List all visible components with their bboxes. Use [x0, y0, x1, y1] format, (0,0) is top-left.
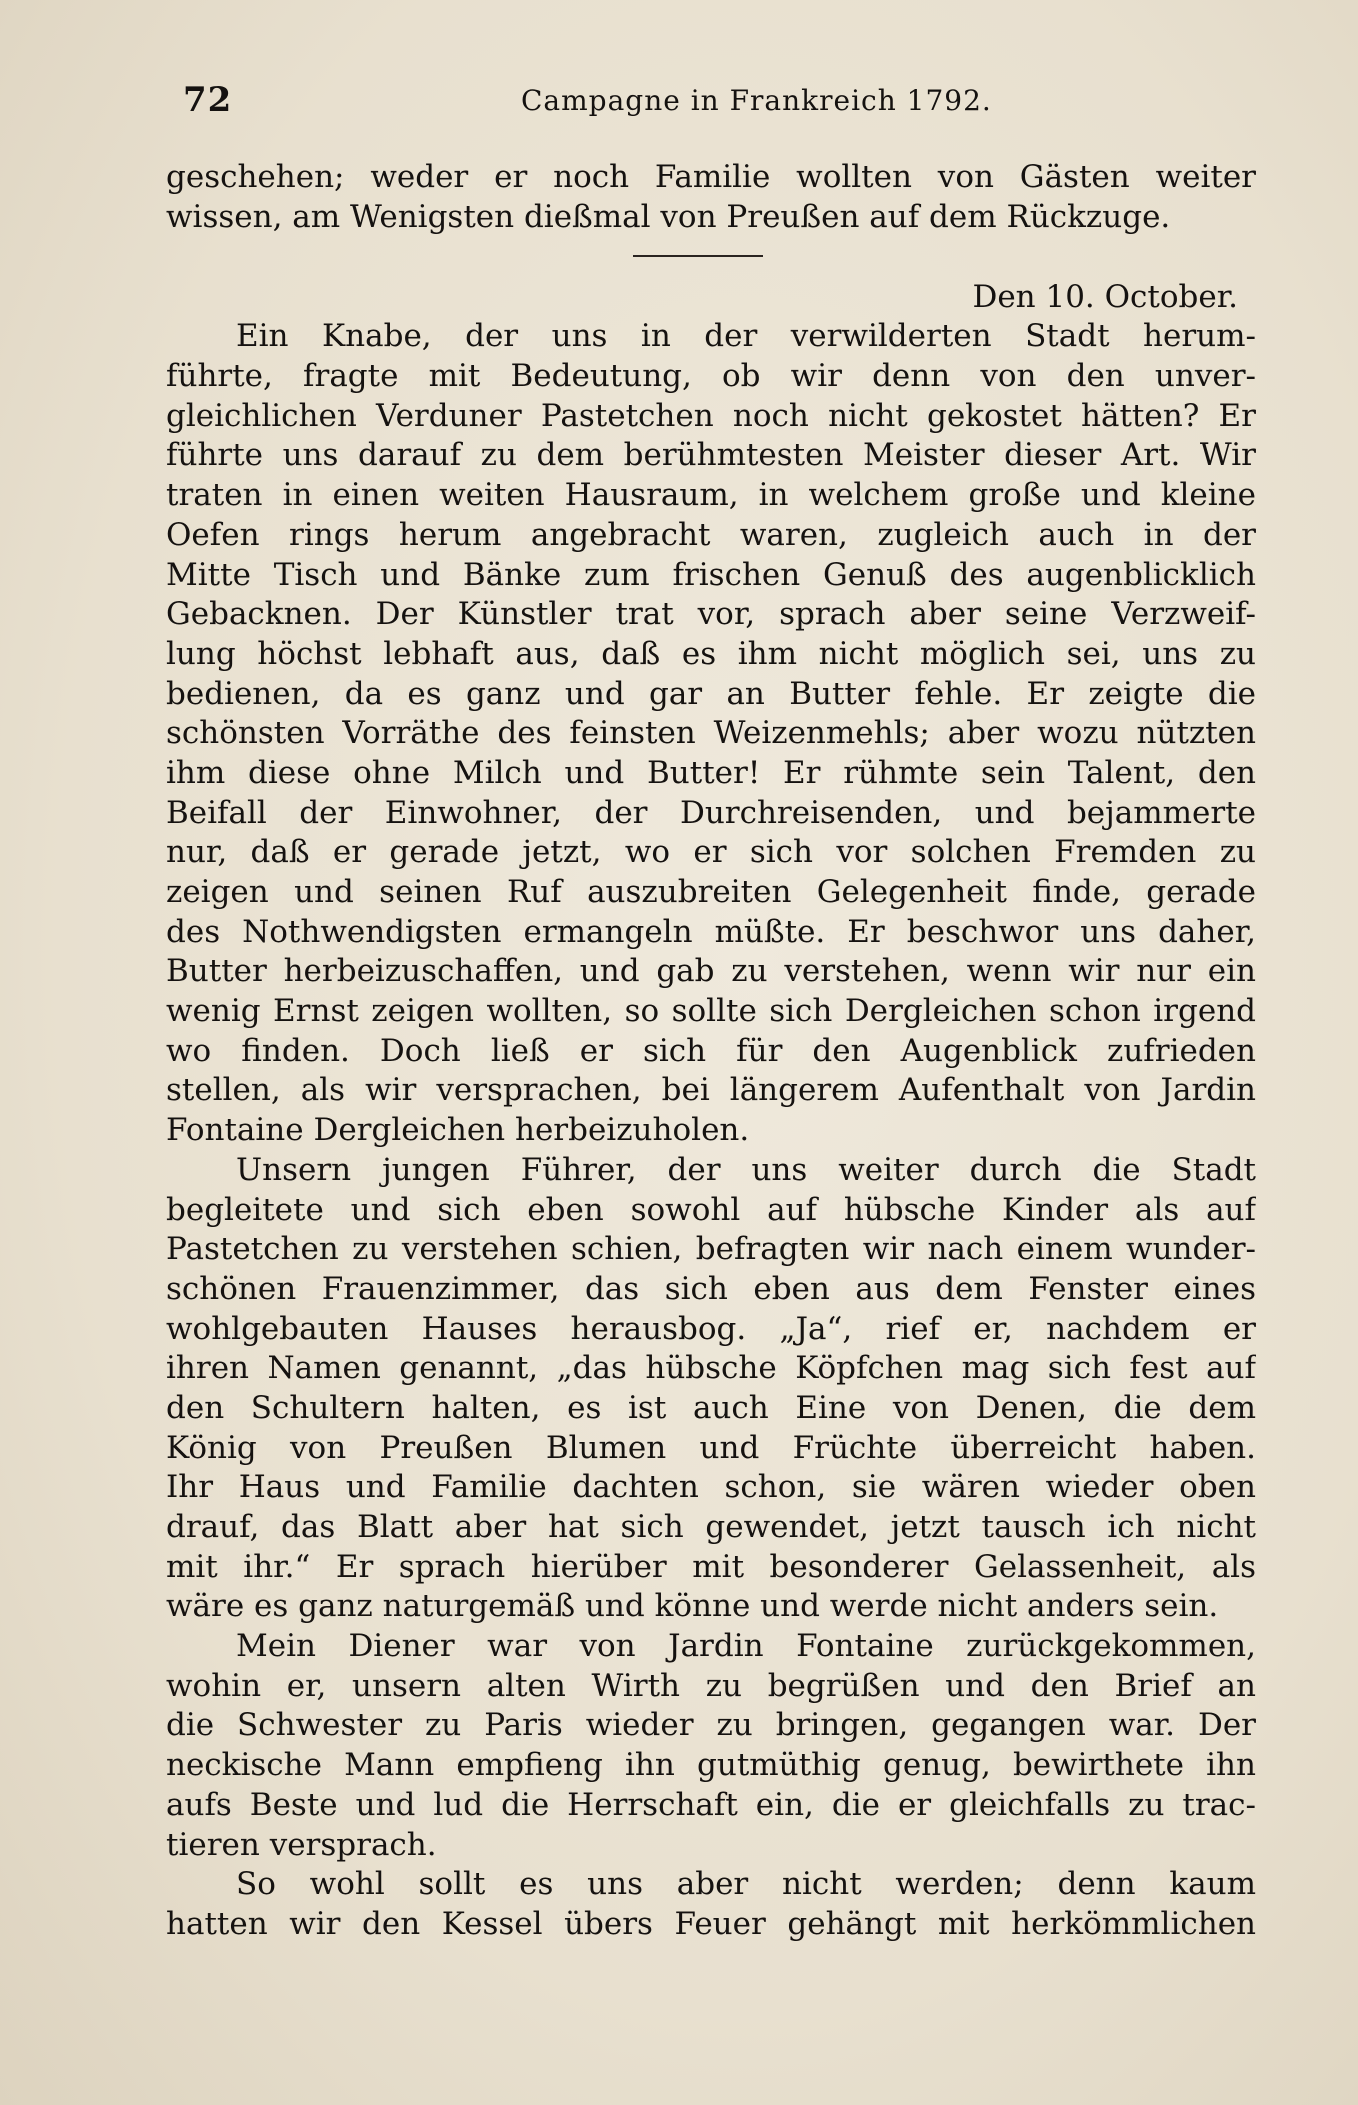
text-line: wenig Ernst zeigen wollten, so sollte sich Dergleichen schon irgend [166, 993, 1256, 1030]
text-line: führte uns darauf zu dem berühmtesten Meister dieser Art. Wir [166, 437, 1256, 474]
text-line: traten in einen weiten Hausraum, in welchem große und kleine [166, 477, 1256, 514]
text-line: Pastetchen zu verstehen schien, befragten wir nach einem wunder- [166, 1231, 1256, 1268]
text-line: wohin er, unsern alten Wirth zu begrüßen und den Brief an [166, 1667, 1256, 1704]
page-number: 72 [183, 80, 233, 120]
paragraph-first-line: So wohl sollt es uns aber nicht werden; denn kaum [236, 1866, 1256, 1903]
text-line: wäre es ganz naturgemäß und könne und werde nicht anders sein. [166, 1588, 1219, 1625]
text-line: Beifall der Einwohner, der Durchreisenden, und bejammerte [166, 794, 1256, 831]
text-line: den Schultern halten, es ist auch Eine von Denen, die dem [166, 1389, 1256, 1426]
text-line: tieren versprach. [166, 1826, 437, 1863]
text-line: die Schwester zu Paris wieder zu bringen, gegangen war. Der [166, 1707, 1256, 1744]
text-line: führte, fragte mit Bedeutung, ob wir denn von den unver- [166, 358, 1256, 395]
text-line: König von Preußen Blumen und Früchte überreicht haben. [166, 1429, 1256, 1466]
text-line: Gebacknen. Der Künstler trat vor, sprach aber seine Verzweif- [166, 596, 1256, 633]
paragraph-first-line: Unsern jungen Führer, der uns weiter durch die Stadt [236, 1151, 1256, 1188]
paragraph-first-line: Ein Knabe, der uns in der verwilderten Stadt herum- [236, 318, 1256, 355]
text-line: stellen, als wir versprachen, bei längerem Aufenthalt von Jardin [166, 1072, 1256, 1109]
text-line: ihm diese ohne Milch und Butter! Er rühmte sein Talent, den [166, 754, 1256, 791]
text-line: begleitete und sich eben sowohl auf hübsche Kinder als auf [166, 1191, 1256, 1228]
text-line: bedienen, da es ganz und gar an Butter fehle. Er zeigte die [166, 675, 1256, 712]
text-line: Ihr Haus und Familie dachten schon, sie wären wieder oben [166, 1469, 1256, 1506]
text-line: Mitte Tisch und Bänke zum frischen Genuß des augenblicklich [166, 556, 1256, 593]
text-line: Oefen rings herum angebracht waren, zugleich auch in der [166, 516, 1256, 553]
text-line: wohlgebauten Hauses herausbog. „Ja“, rief er, nachdem er [166, 1310, 1256, 1347]
text-line: neckische Mann empfieng ihn gutmüthig genug, bewirthete ihn [166, 1747, 1256, 1784]
text-line: schönsten Vorräthe des feinsten Weizenmehls; aber wozu nützten [166, 715, 1256, 752]
text-line: wissen, am Wenigsten dießmal von Preußen auf dem Rückzuge. [166, 198, 1171, 235]
text-line: ihren Namen genannt, „das hübsche Köpfchen mag sich fest auf [166, 1350, 1256, 1387]
text-line: Butter herbeizuschaffen, und gab zu verstehen, wenn wir nur ein [166, 953, 1256, 990]
text-line: lung höchst lebhaft aus, daß es ihm nicht möglich sei, uns zu [166, 635, 1256, 672]
text-line: zeigen und seinen Ruf auszubreiten Gelegenheit finde, gerade [166, 874, 1256, 910]
text-line: aufs Beste und lud die Herrschaft ein, die er gleichfalls zu trac- [166, 1786, 1256, 1823]
text-line: Fontaine Dergleichen herbeizuholen. [166, 1112, 750, 1149]
text-line: gleichlichen Verduner Pastetchen noch nicht gekostet hätten? Er [166, 397, 1256, 434]
divider-rule [633, 255, 763, 257]
text-line: hatten wir den Kessel übers Feuer gehängt mit herkömmlichen [166, 1905, 1256, 1942]
section-date: Den 10. October. [972, 279, 1238, 316]
section-divider [166, 237, 1256, 277]
text-line: mit ihr.“ Er sprach hierüber mit besonderer Gelassenheit, als [166, 1548, 1256, 1585]
text-line: drauf, das Blatt aber hat sich gewendet, jetzt tausch ich nicht [166, 1509, 1256, 1545]
body-text [166, 158, 1256, 1945]
text-line: wo finden. Doch ließ er sich für den Augenblick zufrieden [166, 1032, 1256, 1069]
page-header [183, 80, 1263, 128]
text-line: nur, daß er gerade jetzt, wo er sich vor solchen Fremden zu [166, 834, 1256, 871]
running-title: Campagne in Frankreich 1792. [521, 84, 992, 117]
text-line: schönen Frauenzimmer, das sich eben aus dem Fenster eines [166, 1270, 1256, 1307]
text-line: geschehen; weder er noch Familie wollten von Gästen weiter [166, 159, 1256, 195]
text-line: des Nothwendigsten ermangeln müßte. Er beschwor uns daher, [166, 913, 1256, 950]
paragraph-first-line: Mein Diener war von Jardin Fontaine zurückgekommen, [236, 1628, 1256, 1665]
